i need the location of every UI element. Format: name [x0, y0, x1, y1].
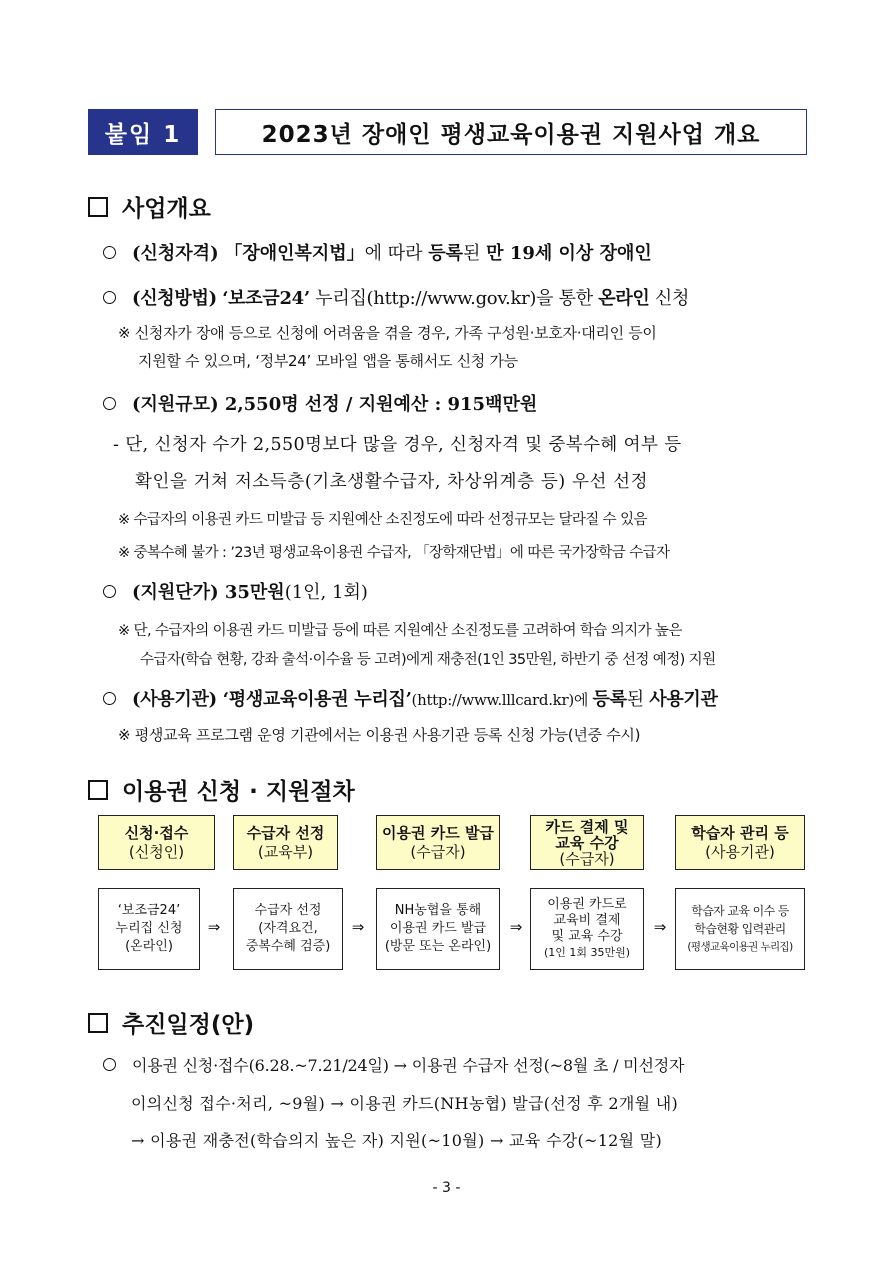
unit-note-1: ※ 단, 수급자의 이용권 카드 미발급 등에 따른 지원예산 소진정도를 고려하여 학습 의지가 높은	[118, 623, 682, 639]
scale-line	[103, 390, 537, 416]
square-bullet-icon	[88, 780, 108, 800]
method-note-1: ※ 신청자가 장애 등으로 신청에 어려움을 겪을 경우, 가족 구성원·보호자·대리인 등이	[118, 324, 657, 342]
step-title: 카드 결제 및 교육 수강	[545, 817, 629, 852]
circle-bullet-icon	[103, 246, 116, 259]
circle-bullet-icon	[103, 397, 116, 410]
step-desc-line: 및 교육 수강	[551, 929, 623, 944]
scale-dash-1: - 단, 신청자 수가 2,550명보다 많을 경우, 신청자격 및 중복수혜 여부 등	[113, 435, 682, 455]
step-desc-line: (방문 또는 온라인)	[384, 939, 492, 954]
scale-label: (지원규모)	[132, 394, 219, 415]
step-title: 학습자 관리 등	[691, 823, 789, 842]
step-desc-line: ‘보조금24’	[117, 903, 181, 918]
step-desc-line: 이용권 카드로	[547, 897, 627, 912]
square-bullet-icon	[88, 197, 108, 217]
venue-registered: 등록	[592, 689, 627, 710]
method-online: 온라인	[598, 288, 650, 309]
step-actor: (신청인)	[128, 842, 185, 861]
method-note-2: 지원할 수 있으며, ‘정부24’ 모바일 앱을 통해서도 신청 가능	[138, 352, 518, 370]
venue-institution: 사용기관	[649, 689, 718, 710]
square-bullet-icon	[88, 1013, 108, 1033]
step-actor: (수급자)	[559, 849, 615, 868]
circle-bullet-icon	[103, 585, 116, 598]
circle-bullet-icon	[103, 692, 116, 705]
step-actor: (사용기관)	[705, 842, 775, 861]
venue-url: (http://www.lllcard.kr)에	[411, 691, 593, 709]
eligibility-label: (신청자격)	[132, 243, 219, 264]
section-overview-heading	[88, 190, 211, 223]
step-desc-line: 이용권 카드 발급	[389, 921, 487, 936]
step-header-3	[376, 815, 500, 870]
unit-detail: (1인, 1회)	[284, 582, 368, 603]
step-desc-line: 학습현황 입력관리	[694, 922, 786, 936]
step-title: 신청·접수	[124, 823, 189, 842]
method-text-1: 누리집(http://www.gov.kr)을 통한	[309, 288, 599, 309]
step-desc-line: 교육비 결제	[553, 913, 621, 928]
step-desc-line: (1인 1회 35만원)	[543, 946, 631, 959]
eligibility-registered: 등록	[428, 243, 464, 264]
venue-note: ※ 평생교육 프로그램 운영 기관에서는 이용권 사용기관 등록 신청 가능(년중 수시)	[118, 726, 641, 744]
step-detail-5	[675, 888, 805, 970]
eligibility-law: 「장애인복지법」	[224, 243, 365, 264]
unit-amount: 35만원	[218, 582, 285, 603]
method-label: (신청방법)	[132, 288, 217, 309]
section-schedule-title: 추진일정(안)	[122, 1012, 255, 1038]
section-procedure-title: 이용권 신청 · 지원절차	[122, 779, 355, 805]
unit-price-line	[103, 578, 368, 604]
circle-bullet-icon	[103, 291, 116, 304]
step-desc-line: (자격요건,	[258, 921, 318, 936]
step-desc-line: 누리집 신청	[115, 921, 183, 936]
scale-text: 2,550명 선정 / 지원예산 : 915백만원	[218, 394, 538, 415]
method-portal: ‘보조금24’	[222, 288, 310, 309]
scale-note-1: ※ 수급자의 이용권 카드 미발급 등 지원예산 소진정도에 따라 선정규모는 달라질 수 있음	[118, 512, 647, 528]
flow-arrow-icon: ⇒	[207, 918, 221, 936]
step-header-2	[233, 815, 338, 870]
step-desc-line: NH농협을 통해	[394, 903, 482, 918]
document-title: 2023년 장애인 평생교육이용권 지원사업 개요	[215, 109, 807, 155]
venue-text-2: 된	[626, 689, 650, 710]
step-actor: (수급자)	[410, 842, 466, 861]
step-title: 이용권 카드 발급	[382, 823, 494, 842]
eligibility-target: 만 19세 이상 장애인	[486, 243, 652, 264]
step-desc-line: 학습자 교육 이수 등	[691, 904, 789, 918]
flow-arrow-icon: ⇒	[351, 918, 365, 936]
step-desc-line: 수급자 선정	[254, 903, 322, 918]
method-text-2: 신청	[649, 288, 690, 309]
section-procedure-heading	[88, 773, 355, 806]
unit-label: (지원단가)	[132, 582, 219, 603]
step-title: 수급자 선정	[246, 823, 325, 842]
step-header-1	[98, 815, 215, 870]
step-desc-line: (온라인)	[125, 939, 173, 954]
method-line	[103, 284, 689, 310]
schedule-line-2: 이의신청 접수·처리, ~9월) → 이용권 카드(NH농협) 발급(선정 후 2개월 내)	[131, 1094, 679, 1113]
unit-note-2: 수급자(학습 현황, 강좌 출석·이수율 등 고려)에게 재충전(1인 35만원, 하반기 중 선정 예정) 지원	[140, 652, 716, 668]
venue-line	[103, 685, 718, 711]
step-detail-2	[233, 888, 343, 970]
flow-arrow-icon: ⇒	[653, 918, 667, 936]
page-number: - 3 -	[432, 1180, 461, 1196]
circle-bullet-icon	[103, 1058, 116, 1071]
step-desc-line: (평생교육이용권 누리집)	[687, 941, 793, 953]
step-detail-1	[98, 888, 200, 970]
venue-portal: ‘평생교육이용권 누리집’	[216, 689, 412, 710]
schedule-line-3: → 이용권 재충전(학습의지 높은 자) 지원(~10월) → 교육 수강(~12월 말)	[131, 1131, 663, 1150]
step-desc-line: 중복수혜 검증)	[245, 939, 331, 954]
section-schedule-heading	[88, 1006, 254, 1039]
schedule-line-1	[103, 1053, 684, 1076]
step-header-5	[675, 815, 805, 870]
eligibility-text-2: 된	[463, 243, 487, 264]
eligibility-line	[103, 239, 652, 265]
attachment-badge: 붙임 1	[88, 109, 198, 155]
step-detail-3	[376, 888, 500, 970]
flow-arrow-icon: ⇒	[509, 918, 523, 936]
step-actor: (교육부)	[257, 842, 314, 861]
scale-dash-2: 확인을 거쳐 저소득층(기초생활수급자, 차상위계층 등) 우선 선정	[135, 472, 649, 492]
step-detail-4	[530, 888, 644, 970]
eligibility-text-1: 에 따라	[364, 243, 429, 264]
schedule-text-1: 이용권 신청·접수(6.28.~7.21/24일) → 이용권 수급자 선정(~8월 초 / 미선정자	[132, 1056, 685, 1075]
step-header-4	[530, 815, 644, 870]
section-overview-title: 사업개요	[122, 196, 211, 222]
scale-note-2: ※ 중복수혜 불가 : ’23년 평생교육이용권 수급자, 「장학재단법」에 따른 국가장학금 수급자	[118, 545, 670, 561]
venue-label: (사용기관)	[132, 689, 217, 710]
